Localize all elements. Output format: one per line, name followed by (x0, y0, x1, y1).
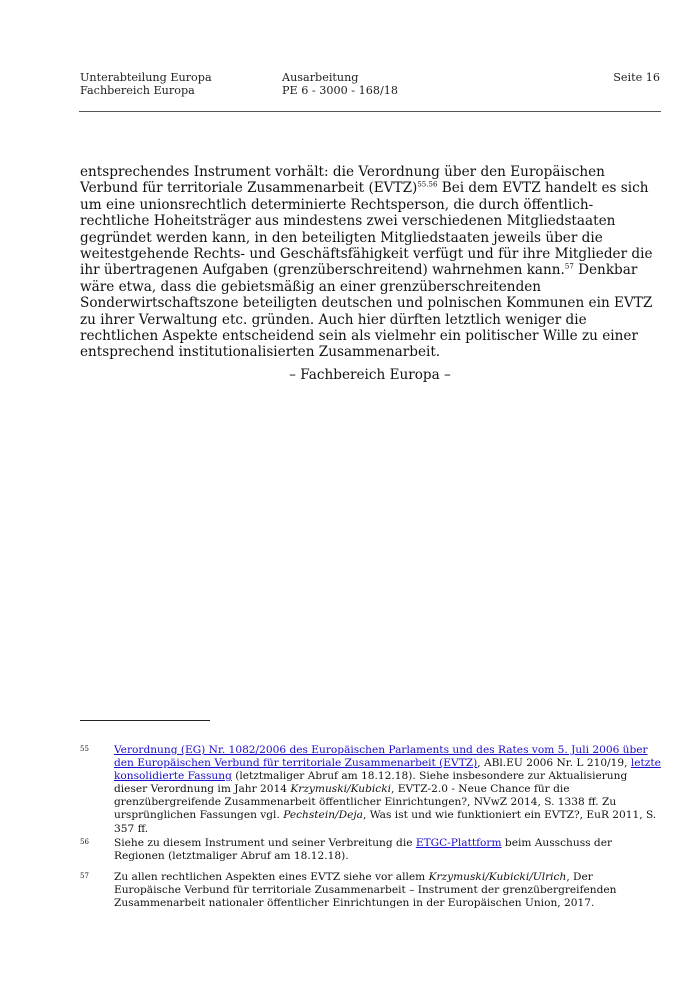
header-doc-type: Ausarbeitung (282, 71, 359, 84)
consolidated-version-link[interactable]: letzte konsolidierte Fassung (114, 757, 661, 783)
author-name: Krzymuski/Kubicki (290, 783, 392, 796)
header-doc-number: PE 6 - 3000 - 168/18 (282, 84, 398, 98)
footnote-number: 57 (80, 872, 89, 880)
regulation-link[interactable]: Verordnung (EG) Nr. 1082/2006 des Europäischen Parlaments und des Rates vom 5. Juli 2006 über den Europäischen Verbund für territoriale Zusammenarbeit (EVTZ) (114, 744, 648, 770)
footnote-text-segment: beim Ausschuss der Regionen (letztmaliger Abruf am 18.12.18). (114, 837, 613, 863)
author-name: Pechstein/Deja (283, 809, 363, 822)
footnote-text-segment: Zu allen rechtlichen Aspekten eines EVTZ siehe vor allem (114, 871, 429, 883)
header-document (282, 71, 398, 98)
header-department (80, 71, 212, 98)
footnote-55 (80, 744, 662, 836)
footnote-56 (80, 837, 662, 863)
header-divider (79, 111, 661, 112)
header-division: Fachbereich Europa (80, 84, 195, 98)
body-paragraph (80, 164, 662, 361)
footnote-text (114, 871, 662, 910)
etgc-platform-link[interactable]: ETGC-Plattform (415, 837, 502, 849)
footnote-number: 56 (80, 838, 89, 846)
footnote-number: 55 (80, 745, 89, 753)
footnote-ref-separator: . (426, 180, 429, 189)
body-text-part3: Denkbar wäre etwa, dass die gebietsmäßig an einer grenzüberschreitenden Sonderwirtschaftszone beteiligten deutschen und polnischen Kommunen ein EVTZ zu ihrer Verwaltung etc. gründen. Auch hier dürften letztlich weniger die rechtlichen Aspekte entscheidend sein als vielmehr ein politischer Wille zu einer entsprechend institutionalisierten Zusammenarbeit. (80, 262, 653, 361)
page-number: Seite 16 (613, 71, 660, 84)
header-subdivision: Unterabteilung Europa (80, 71, 212, 84)
footnote-text-segment: Siehe zu diesem Instrument und seiner Verbreitung die (114, 837, 416, 849)
footnote-divider (80, 720, 210, 721)
footnote-text-segment: , Der Europäische Verbund für territoriale Zusammenarbeit – Instrument der grenzübergreifenden Zusammenarbeit nationaler öffentlicher Einrichtungen in der Europäischen Union, 2017. (114, 871, 617, 910)
footnote-ref-57[interactable]: 57 (564, 262, 574, 271)
body-text-part2: Bei dem EVTZ handelt es sich um eine unionsrechtlich determinierte Rechtsperson, die durch öffentlich-rechtliche Hoheitsträger aus mindestens zwei verschiedenen Mitgliedstaaten gegründet werden kann, in den beteiligten Mitgliedstaaten jeweils über die weitestgehende Rechts- und Geschäftsfähigkeit verfügt und für ihre Mitglieder die ihr übertragenen Aufgaben (grenzüberschreitend) wahrnehmen kann. (80, 180, 653, 279)
footnote-text (114, 744, 662, 836)
closing-signature: – Fachbereich Europa – (289, 367, 451, 383)
footnote-text (114, 837, 662, 863)
author-name: Krzymuski/Kubicki/Ulrich (428, 871, 567, 883)
body-text-part1: entsprechendes Instrument vorhält: die Verordnung über den Europäischen Verbund für territoriale Zusammenarbeit (EVTZ) (80, 164, 605, 197)
footnote-text-segment: , ABl.EU 2006 Nr. L 210/19, (477, 757, 631, 770)
footnote-ref-56[interactable]: 56 (428, 180, 438, 189)
footnote-57 (80, 871, 662, 910)
footnote-text-segment: , EVTZ-2.0 - Neue Chance für die grenzübergreifende Zusammenarbeit öffentlicher Einrichtungen?, NVwZ 2014, S. 1338 ff. Zu ursprünglichen Fassungen vgl. (114, 783, 617, 822)
footnote-text-segment: (letztmaliger Abruf am 18.12.18). Siehe insbesondere zur Aktualisierung dieser Verordnung im Jahr 2014 (114, 770, 628, 796)
footnote-ref-55[interactable]: 55 (417, 180, 427, 189)
footnote-text-segment: , Was ist und wie funktioniert ein EVTZ?, EuR 2011, S. 357 ff. (114, 809, 657, 835)
